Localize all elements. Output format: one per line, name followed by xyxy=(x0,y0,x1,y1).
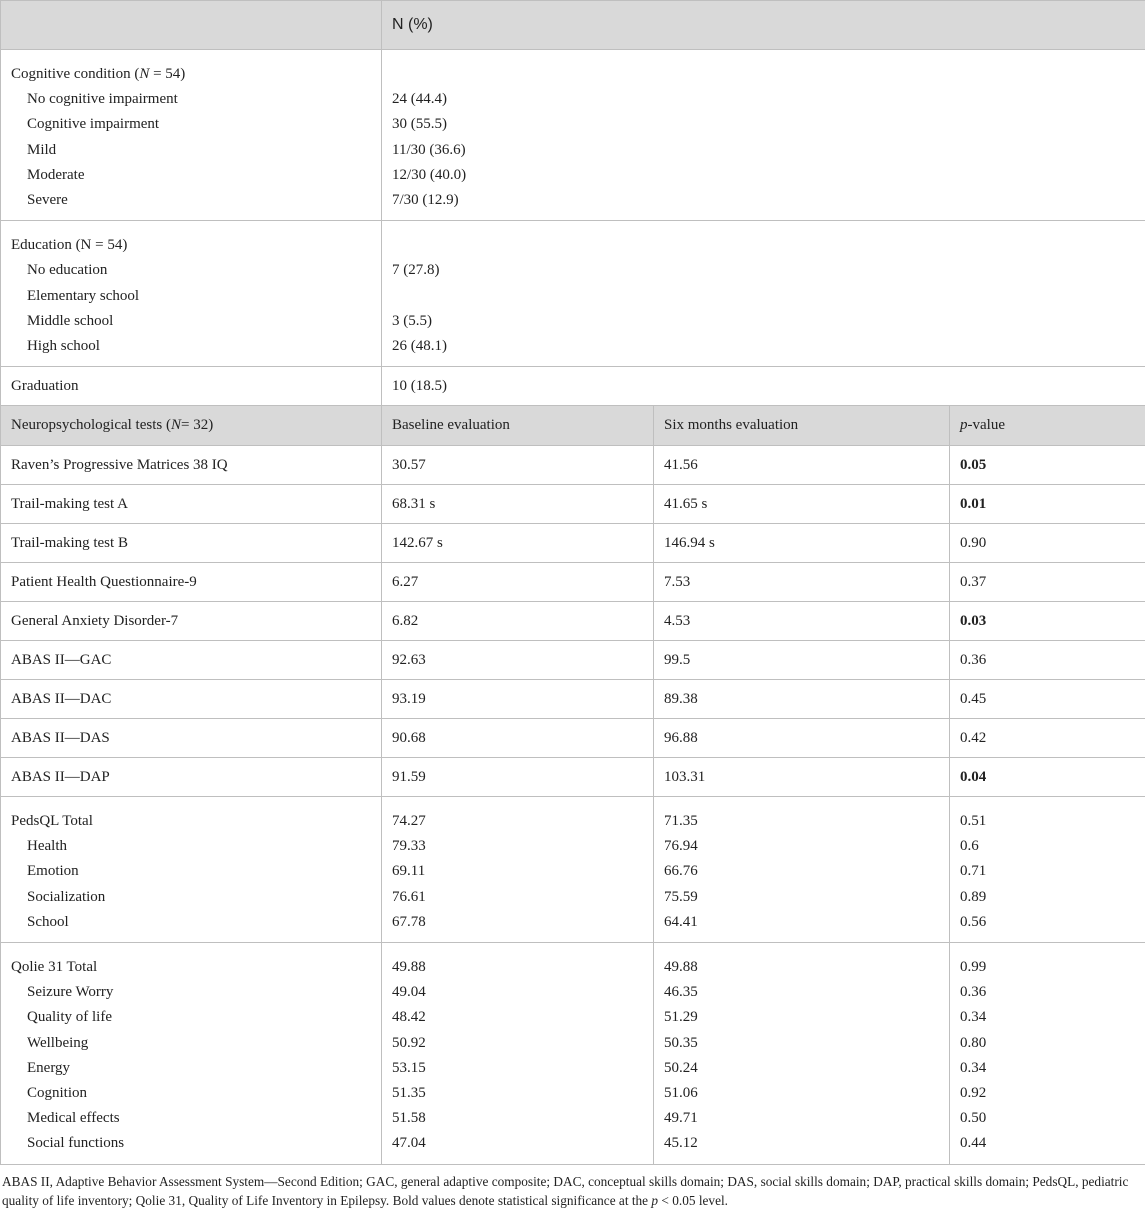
cell-line xyxy=(392,885,643,910)
qolie-row-pvalue: 0.80 xyxy=(960,1035,986,1051)
pedsql-row-six-months: 76.94 xyxy=(664,838,698,854)
education-row-value: 26 (48.1) xyxy=(392,338,447,354)
cell-line xyxy=(960,955,1135,980)
test-baseline: 91.59 xyxy=(382,758,654,797)
pedsql-row-baseline: 69.11 xyxy=(392,863,425,879)
cognitive-row-label: Cognitive impairment xyxy=(27,116,159,132)
cognitive-title-count: = 54) xyxy=(149,66,185,82)
cell-line xyxy=(664,1031,939,1056)
cognitive-values-cell xyxy=(382,50,1145,221)
cell-line xyxy=(11,258,371,283)
cell-line xyxy=(392,233,1135,258)
cell-line xyxy=(11,1106,371,1131)
cell-line xyxy=(960,1131,1135,1156)
pedsql-row-label: School xyxy=(27,914,69,930)
education-row-value: 3 (5.5) xyxy=(392,313,432,329)
cell-line xyxy=(392,1056,643,1081)
test-six-months: 146.94 s xyxy=(654,524,950,563)
test-six-months: 103.31 xyxy=(654,758,950,797)
education-row-label: Middle school xyxy=(27,313,113,329)
cell-line xyxy=(11,885,371,910)
test-six-months: 41.65 s xyxy=(654,485,950,524)
cognitive-row-label: Mild xyxy=(27,142,56,158)
header-empty-cell xyxy=(1,1,382,50)
neuro-header-count: = 32) xyxy=(181,417,213,433)
cell-line xyxy=(392,334,1135,359)
test-label: ABAS II—GAC xyxy=(1,641,382,680)
neuro-header-text: Neuropsychological tests ( xyxy=(11,417,171,433)
cell-line xyxy=(960,809,1135,834)
qolie-row-baseline: 51.35 xyxy=(392,1085,426,1101)
cell-line xyxy=(664,885,939,910)
cell-line xyxy=(664,834,939,859)
cell-line xyxy=(11,188,371,213)
cognitive-title-n: N xyxy=(139,66,149,82)
pedsql-row-pvalue: 0.89 xyxy=(960,889,986,905)
test-row xyxy=(1,641,1145,680)
test-row xyxy=(1,563,1145,602)
test-baseline: 68.31 s xyxy=(382,485,654,524)
cell-line xyxy=(11,910,371,935)
cell-line xyxy=(664,910,939,935)
test-pvalue: 0.04 xyxy=(950,758,1145,797)
cell-line xyxy=(664,1131,939,1156)
test-baseline: 93.19 xyxy=(382,680,654,719)
cell-line xyxy=(11,980,371,1005)
neuro-header-pvalue-suffix: -value xyxy=(968,417,1005,433)
test-pvalue: 0.03 xyxy=(950,602,1145,641)
cognitive-row-label: Moderate xyxy=(27,167,84,183)
pedsql-row-pvalue: 0.71 xyxy=(960,863,986,879)
pedsql-six-cell xyxy=(654,797,950,943)
cell-line xyxy=(960,1081,1135,1106)
pedsql-row-label: Health xyxy=(27,838,67,854)
neuro-header-p: p xyxy=(960,417,968,433)
cell-line xyxy=(11,87,371,112)
test-row xyxy=(1,524,1145,563)
cell-line xyxy=(392,910,643,935)
qolie-row-six-months: 50.35 xyxy=(664,1035,698,1051)
cell-line xyxy=(392,955,643,980)
cell-line xyxy=(392,284,1135,309)
cell-line xyxy=(960,1005,1135,1030)
qolie-row-baseline: 47.04 xyxy=(392,1135,426,1151)
cell-line xyxy=(960,885,1135,910)
education-group-row xyxy=(1,221,1145,367)
neuro-header-pvalue xyxy=(950,406,1145,446)
qolie-label-cell xyxy=(1,943,382,1165)
cell-line xyxy=(392,809,643,834)
test-label: Patient Health Questionnaire-9 xyxy=(1,563,382,602)
pedsql-row-baseline: 74.27 xyxy=(392,813,426,829)
education-row-label: No education xyxy=(27,262,107,278)
cell-line xyxy=(664,980,939,1005)
test-label: Trail-making test B xyxy=(1,524,382,563)
test-row xyxy=(1,719,1145,758)
cell-line xyxy=(11,834,371,859)
cell-line xyxy=(664,809,939,834)
cell-line xyxy=(11,112,371,137)
qolie-row-label: Cognition xyxy=(27,1085,87,1101)
test-baseline: 142.67 s xyxy=(382,524,654,563)
test-label: General Anxiety Disorder-7 xyxy=(1,602,382,641)
qolie-six-cell xyxy=(654,943,950,1165)
qolie-row-six-months: 51.06 xyxy=(664,1085,698,1101)
neuro-header-baseline: Baseline evaluation xyxy=(382,406,654,446)
cognitive-row-value: 7/30 (12.9) xyxy=(392,192,459,208)
pedsql-row-label: PedsQL Total xyxy=(11,813,93,829)
qolie-row-pvalue: 0.99 xyxy=(960,959,986,975)
cognitive-row-value: 24 (44.4) xyxy=(392,91,447,107)
cognitive-row-label: Severe xyxy=(27,192,68,208)
cell-line xyxy=(392,309,1135,334)
test-baseline: 6.27 xyxy=(382,563,654,602)
cell-line xyxy=(960,910,1135,935)
qolie-row-label: Qolie 31 Total xyxy=(11,959,97,975)
test-row xyxy=(1,758,1145,797)
qolie-p-cell xyxy=(950,943,1145,1165)
pedsql-row-label: Socialization xyxy=(27,889,105,905)
cell-line xyxy=(11,1056,371,1081)
education-row-value: 7 (27.8) xyxy=(392,262,440,278)
pedsql-row-six-months: 75.59 xyxy=(664,889,698,905)
cell-line xyxy=(960,1031,1135,1056)
cell-line xyxy=(11,233,371,258)
graduation-value: 10 (18.5) xyxy=(382,367,1145,406)
cognitive-row-label: No cognitive impairment xyxy=(27,91,178,107)
cell-line xyxy=(11,62,371,87)
test-six-months: 7.53 xyxy=(654,563,950,602)
cell-line xyxy=(11,163,371,188)
qolie-row-pvalue: 0.36 xyxy=(960,984,986,1000)
test-six-months: 96.88 xyxy=(654,719,950,758)
cell-line xyxy=(11,334,371,359)
cell-line xyxy=(11,1081,371,1106)
test-label: ABAS II—DAP xyxy=(1,758,382,797)
cell-line xyxy=(11,955,371,980)
cell-line xyxy=(664,955,939,980)
qolie-row-six-months: 45.12 xyxy=(664,1135,698,1151)
qolie-row-pvalue: 0.44 xyxy=(960,1135,986,1151)
pedsql-p-cell xyxy=(950,797,1145,943)
cognitive-labels-cell xyxy=(1,50,382,221)
qolie-row-six-months: 50.24 xyxy=(664,1060,698,1076)
cell-line xyxy=(960,1056,1135,1081)
qolie-row-label: Wellbeing xyxy=(27,1035,88,1051)
cell-line xyxy=(392,188,1135,213)
graduation-label: Graduation xyxy=(1,367,382,406)
pedsql-row-six-months: 64.41 xyxy=(664,914,698,930)
cell-line xyxy=(392,62,1135,87)
test-row xyxy=(1,446,1145,485)
qolie-row-label: Social functions xyxy=(27,1135,124,1151)
cell-line xyxy=(960,980,1135,1005)
cell-line xyxy=(392,980,643,1005)
cell-line xyxy=(392,112,1135,137)
pedsql-baseline-cell xyxy=(382,797,654,943)
table-header-row xyxy=(1,1,1145,50)
test-pvalue: 0.45 xyxy=(950,680,1145,719)
cell-line xyxy=(664,1056,939,1081)
test-baseline: 90.68 xyxy=(382,719,654,758)
test-row xyxy=(1,680,1145,719)
qolie-row-label: Medical effects xyxy=(27,1110,120,1126)
cell-line xyxy=(392,1131,643,1156)
footnote-text: ABAS II, Adaptive Behavior Assessment System—Second Edition; GAC, general adaptive composite; DAC, conceptual skills domain; DAS, social skills domain; DAP, practical skills domain; PedsQL, pediatric quality of life inventory; Qolie 31, Quality of Life Inventory in Epilepsy. Bold values denote statistical significance at the xyxy=(2,1174,1128,1208)
pedsql-row-pvalue: 0.51 xyxy=(960,813,986,829)
qolie-row-pvalue: 0.34 xyxy=(960,1060,986,1076)
test-baseline: 6.82 xyxy=(382,602,654,641)
cell-line xyxy=(11,809,371,834)
cell-line xyxy=(664,1081,939,1106)
test-label: Raven’s Progressive Matrices 38 IQ xyxy=(1,446,382,485)
cell-line xyxy=(392,258,1135,283)
test-six-months: 41.56 xyxy=(654,446,950,485)
cell-line xyxy=(11,1131,371,1156)
qolie-row-pvalue: 0.34 xyxy=(960,1009,986,1025)
qolie-row-label: Seizure Worry xyxy=(27,984,113,1000)
qolie-row-six-months: 46.35 xyxy=(664,984,698,1000)
cognitive-row-value: 30 (55.5) xyxy=(392,116,447,132)
qolie-row-baseline: 53.15 xyxy=(392,1060,426,1076)
footnote-p-italic: p xyxy=(651,1193,658,1208)
qolie-row-baseline: 48.42 xyxy=(392,1009,426,1025)
qolie-row-pvalue: 0.92 xyxy=(960,1085,986,1101)
qolie-row-six-months: 49.71 xyxy=(664,1110,698,1126)
neuro-header-tests xyxy=(1,406,382,446)
qolie-row-six-months: 49.88 xyxy=(664,959,698,975)
cell-line xyxy=(11,1031,371,1056)
cognitive-row-value: 11/30 (36.6) xyxy=(392,142,466,158)
qolie-row-label: Quality of life xyxy=(27,1009,112,1025)
qolie-row-baseline: 51.58 xyxy=(392,1110,426,1126)
cell-line xyxy=(960,859,1135,884)
education-labels-cell xyxy=(1,221,382,367)
pedsql-row-pvalue: 0.6 xyxy=(960,838,979,854)
test-row xyxy=(1,602,1145,641)
cell-line xyxy=(960,834,1135,859)
pedsql-label-cell xyxy=(1,797,382,943)
test-pvalue: 0.42 xyxy=(950,719,1145,758)
test-baseline: 30.57 xyxy=(382,446,654,485)
cell-line xyxy=(392,1005,643,1030)
cell-line xyxy=(392,138,1135,163)
education-values-cell xyxy=(382,221,1145,367)
test-baseline: 92.63 xyxy=(382,641,654,680)
table-footnote xyxy=(0,1165,1145,1210)
cell-line xyxy=(664,1106,939,1131)
pedsql-row-six-months: 66.76 xyxy=(664,863,698,879)
cell-line xyxy=(11,284,371,309)
qolie-row-label: Energy xyxy=(27,1060,70,1076)
pedsql-group-row xyxy=(1,797,1145,943)
cognitive-row-value: 12/30 (40.0) xyxy=(392,167,466,183)
cell-line xyxy=(392,1081,643,1106)
test-six-months: 89.38 xyxy=(654,680,950,719)
qolie-row-baseline: 49.88 xyxy=(392,959,426,975)
neuro-header-row xyxy=(1,406,1145,446)
test-six-months: 99.5 xyxy=(654,641,950,680)
cell-line xyxy=(392,834,643,859)
pedsql-row-pvalue: 0.56 xyxy=(960,914,986,930)
education-row-label: High school xyxy=(27,338,100,354)
cell-line xyxy=(11,1005,371,1030)
footnote-text-end: < 0.05 level. xyxy=(658,1193,728,1208)
cell-line xyxy=(392,163,1135,188)
test-row xyxy=(1,485,1145,524)
cognitive-title: Cognitive condition ( xyxy=(11,66,139,82)
cell-line xyxy=(392,1031,643,1056)
test-pvalue: 0.05 xyxy=(950,446,1145,485)
cell-line xyxy=(392,87,1135,112)
qolie-row-baseline: 49.04 xyxy=(392,984,426,1000)
qolie-row-baseline: 50.92 xyxy=(392,1035,426,1051)
test-pvalue: 0.37 xyxy=(950,563,1145,602)
test-pvalue: 0.36 xyxy=(950,641,1145,680)
cell-line xyxy=(960,1106,1135,1131)
pedsql-row-baseline: 67.78 xyxy=(392,914,426,930)
header-n-percent: N (%) xyxy=(382,1,1145,50)
qolie-row-pvalue: 0.50 xyxy=(960,1110,986,1126)
test-pvalue: 0.01 xyxy=(950,485,1145,524)
cell-line xyxy=(392,1106,643,1131)
neuro-header-six-months: Six months evaluation xyxy=(654,406,950,446)
graduation-row xyxy=(1,367,1145,406)
qolie-baseline-cell xyxy=(382,943,654,1165)
pedsql-row-label: Emotion xyxy=(27,863,79,879)
pedsql-row-six-months: 71.35 xyxy=(664,813,698,829)
education-row-label: Elementary school xyxy=(27,288,139,304)
pedsql-row-baseline: 76.61 xyxy=(392,889,426,905)
test-label: ABAS II—DAS xyxy=(1,719,382,758)
qolie-row-six-months: 51.29 xyxy=(664,1009,698,1025)
qolie-group-row xyxy=(1,943,1145,1165)
test-label: ABAS II—DAC xyxy=(1,680,382,719)
cell-line xyxy=(392,859,643,884)
cognitive-group-row xyxy=(1,50,1145,221)
cell-line xyxy=(11,309,371,334)
neuro-header-n: N xyxy=(171,417,181,433)
cell-line xyxy=(11,138,371,163)
test-six-months: 4.53 xyxy=(654,602,950,641)
test-pvalue: 0.90 xyxy=(950,524,1145,563)
cell-line xyxy=(11,859,371,884)
cell-line xyxy=(664,1005,939,1030)
education-title: Education (N = 54) xyxy=(11,237,127,253)
cell-line xyxy=(664,859,939,884)
pedsql-row-baseline: 79.33 xyxy=(392,838,426,854)
test-label: Trail-making test A xyxy=(1,485,382,524)
